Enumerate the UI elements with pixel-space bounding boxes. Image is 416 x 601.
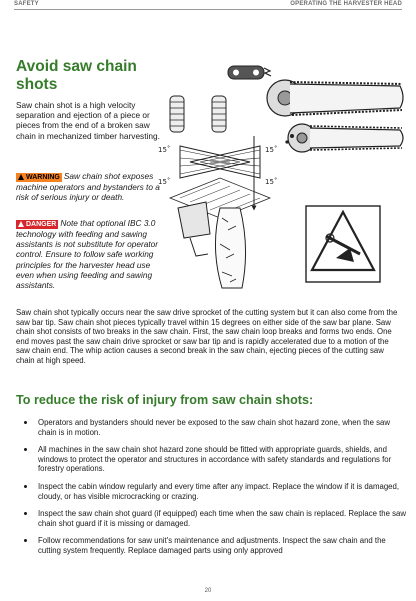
danger-notice [16, 218, 168, 290]
bullet-icon [24, 512, 27, 515]
body-paragraph: Saw chain shot typically occurs near the saw drive sprocket of the cutting system but it can also come from the saw bar tip. Saw chain shot pieces typically travel within 15 degrees on either side of the saw bar plane. Saw chain shot consists of two breaks in the saw chain. First, the saw chain loop breaks and forms two ends. One end moves past the saw chain drive sprocket or saw bar tip and is rapidly accelerated due to a motion of the saw chain end. The whip action causes a second break in the saw chain, ejecting pieces of the cutting saw chain at high speed. [16, 308, 398, 365]
warning-notice [16, 171, 161, 202]
upper-saw-bar-icon [267, 80, 403, 116]
section-title: To reduce the risk of injury from saw chain shots: [16, 393, 314, 407]
angle-label-right-lower: 15˚ [265, 178, 278, 186]
warning-badge [16, 173, 62, 182]
warning-text: Saw chain shot exposes machine operators and bystanders to a risk of serious injury or death. [16, 171, 160, 203]
lower-saw-bar-icon [285, 124, 403, 152]
saw-chain-shot-illustration [150, 58, 406, 304]
bullet-text: Inspect the cabin window regularly and every time after any impact. Replace the window if it is damaged, cloudy, or has visible microcracking or crazing. [38, 481, 400, 501]
feed-roller-icon [170, 96, 226, 132]
bullet-icon [24, 421, 27, 424]
saw-chain-hazard-sign-icon [306, 206, 380, 282]
header-section-label: SAFETY [14, 1, 39, 7]
list-item [16, 418, 406, 437]
warning-badge-label: WARNING [26, 174, 60, 181]
saw-plate-icon [178, 202, 210, 256]
page-number: 20 [204, 588, 212, 594]
list-item [16, 482, 406, 501]
header-chapter-label: OPERATING THE HARVESTER HEAD [290, 1, 402, 7]
intro-paragraph: Saw chain shot is a high velocity separation and ejection of a piece or pieces from the end of a broken saw chain in mechanized timber harvesting. [16, 100, 160, 141]
bullet-text: Follow recommendations for saw unit's maintenance and adjustments. Inspect the saw chain and the cutting system frequently. Replace damaged parts using only approved [38, 536, 386, 555]
warning-triangle-icon [18, 174, 24, 180]
list-item [16, 536, 406, 555]
danger-triangle-icon [18, 221, 24, 227]
tree-stem-icon [215, 208, 245, 288]
angle-label-left: 15˚ [158, 146, 171, 154]
broken-chain-link-icon [228, 66, 271, 79]
list-item [16, 509, 406, 528]
bullet-text: All machines in the saw chain shot hazard zone should be fitted with appropriate guards, shields, and windows to protect the operator and structures in accordance with safety standards and regulations for forestry operations. [38, 445, 392, 474]
danger-text: Note that optional IBC 3.0 technology with feeding and sawing assistants is not substitute for operator control. Ensure to follow safe working principles for the harvester head use even when using feeding and sawing assistants. [16, 218, 159, 291]
bullet-icon [24, 539, 27, 542]
list-item [16, 445, 406, 474]
angle-label-left-lower: 15˚ [158, 178, 171, 186]
page-header [0, 0, 416, 12]
bullet-icon [24, 448, 27, 451]
header-rule [14, 9, 402, 10]
bullet-text: Inspect the saw chain shot guard (if equipped) each time when the saw chain is replaced. Replace the saw chain shot guard if it is missing or damaged. [38, 509, 406, 528]
bullet-icon [24, 485, 27, 488]
angle-label-right: 15˚ [265, 146, 278, 154]
danger-badge [16, 220, 58, 229]
danger-badge-label: DANGER [26, 221, 57, 228]
page-title: Avoid saw chain shots [16, 58, 137, 93]
safety-bullet-list [16, 418, 406, 564]
bullet-text: Operators and bystanders should never be exposed to the saw chain shot hazard zone, when the saw chain is in motion. [38, 418, 390, 437]
